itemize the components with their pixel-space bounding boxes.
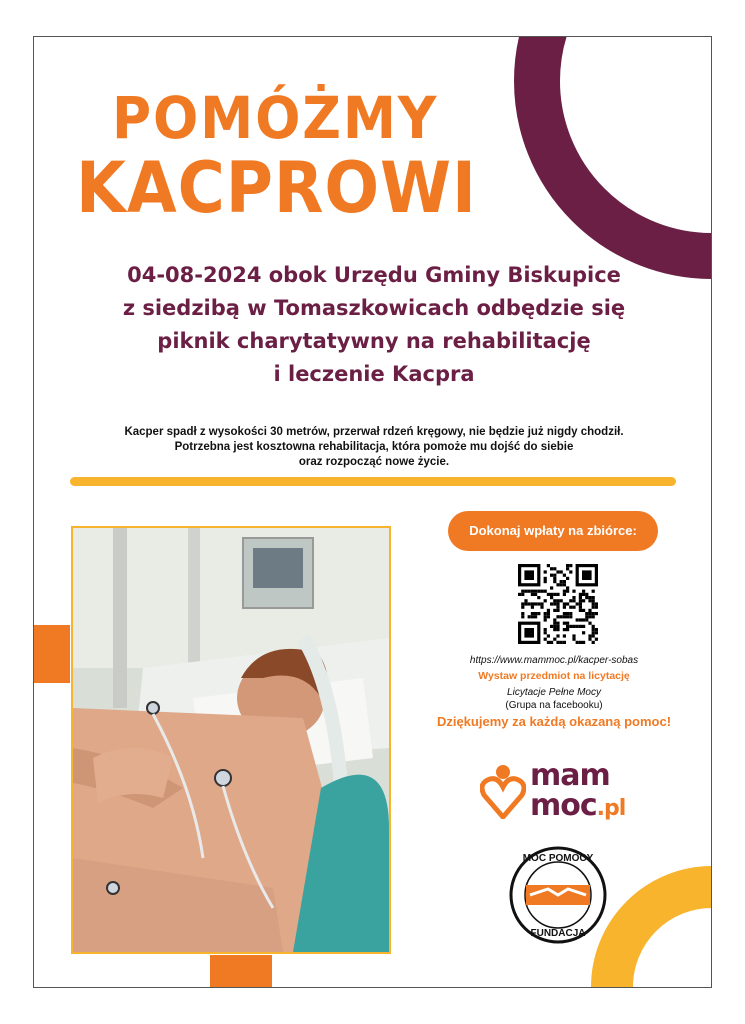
poster [33, 36, 712, 988]
event-announcement [64, 259, 684, 391]
orange-left-bar [34, 625, 70, 683]
yellow-arc [612, 887, 712, 988]
logo-line-1: mam [530, 758, 610, 793]
logo-line-2: moc.pl [530, 788, 626, 823]
foundation-seal [508, 845, 608, 945]
event-line-4: i leczenie Kacpra [273, 362, 475, 386]
page-title [76, 84, 512, 229]
seal-top-text: MOC POMOCY [522, 853, 594, 864]
patient-photo [71, 526, 391, 954]
heart-person-icon [480, 763, 526, 819]
event-line-1: 04-08-2024 obok Urzędu Gminy Biskupice [127, 263, 621, 287]
seal-graphic [508, 845, 608, 945]
description-line-3: oraz rozpocząć nowe życie. [298, 456, 450, 468]
seal-bottom-text: FUNDACJA [530, 928, 586, 939]
plum-arc [537, 37, 712, 256]
donate-cta-button[interactable]: Dokonaj wpłaty na zbiórce: [448, 511, 658, 551]
title-line-2: KACPROWI [76, 147, 477, 229]
qr-code[interactable] [518, 564, 598, 644]
auction-label: Wystaw przedmiot na licytację [478, 670, 630, 682]
auction-group-name: Licytacje Pełne Mocy [507, 687, 601, 698]
auction-group-note: (Grupa na facebooku) [505, 700, 603, 711]
hospital-photo-illustration [73, 528, 389, 952]
event-line-2: z siedzibą w Tomaszkowicach odbędzie się [122, 296, 626, 320]
title-line-1: POMÓŻMY [112, 84, 439, 152]
mammoc-logo [478, 759, 638, 829]
divider-bar [70, 477, 676, 486]
event-line-3: piknik charytatywny na rehabilitację [157, 329, 591, 353]
description-line-2: Potrzebna jest kosztowna rehabilitacja, która pomoże mu dojść do siebie [174, 441, 574, 453]
donation-url[interactable]: https://www.mammoc.pl/kacper-sobas [469, 655, 639, 666]
description [64, 425, 684, 470]
orange-bottom-bar [210, 955, 272, 988]
description-line-1: Kacper spadł z wysokości 30 metrów, przerwał rdzeń kręgowy, nie będzie już nigdy chodził. [124, 426, 624, 438]
thanks-message: Dziękujemy za każdą okazaną pomoc! [436, 714, 672, 729]
logo-text [530, 758, 626, 824]
